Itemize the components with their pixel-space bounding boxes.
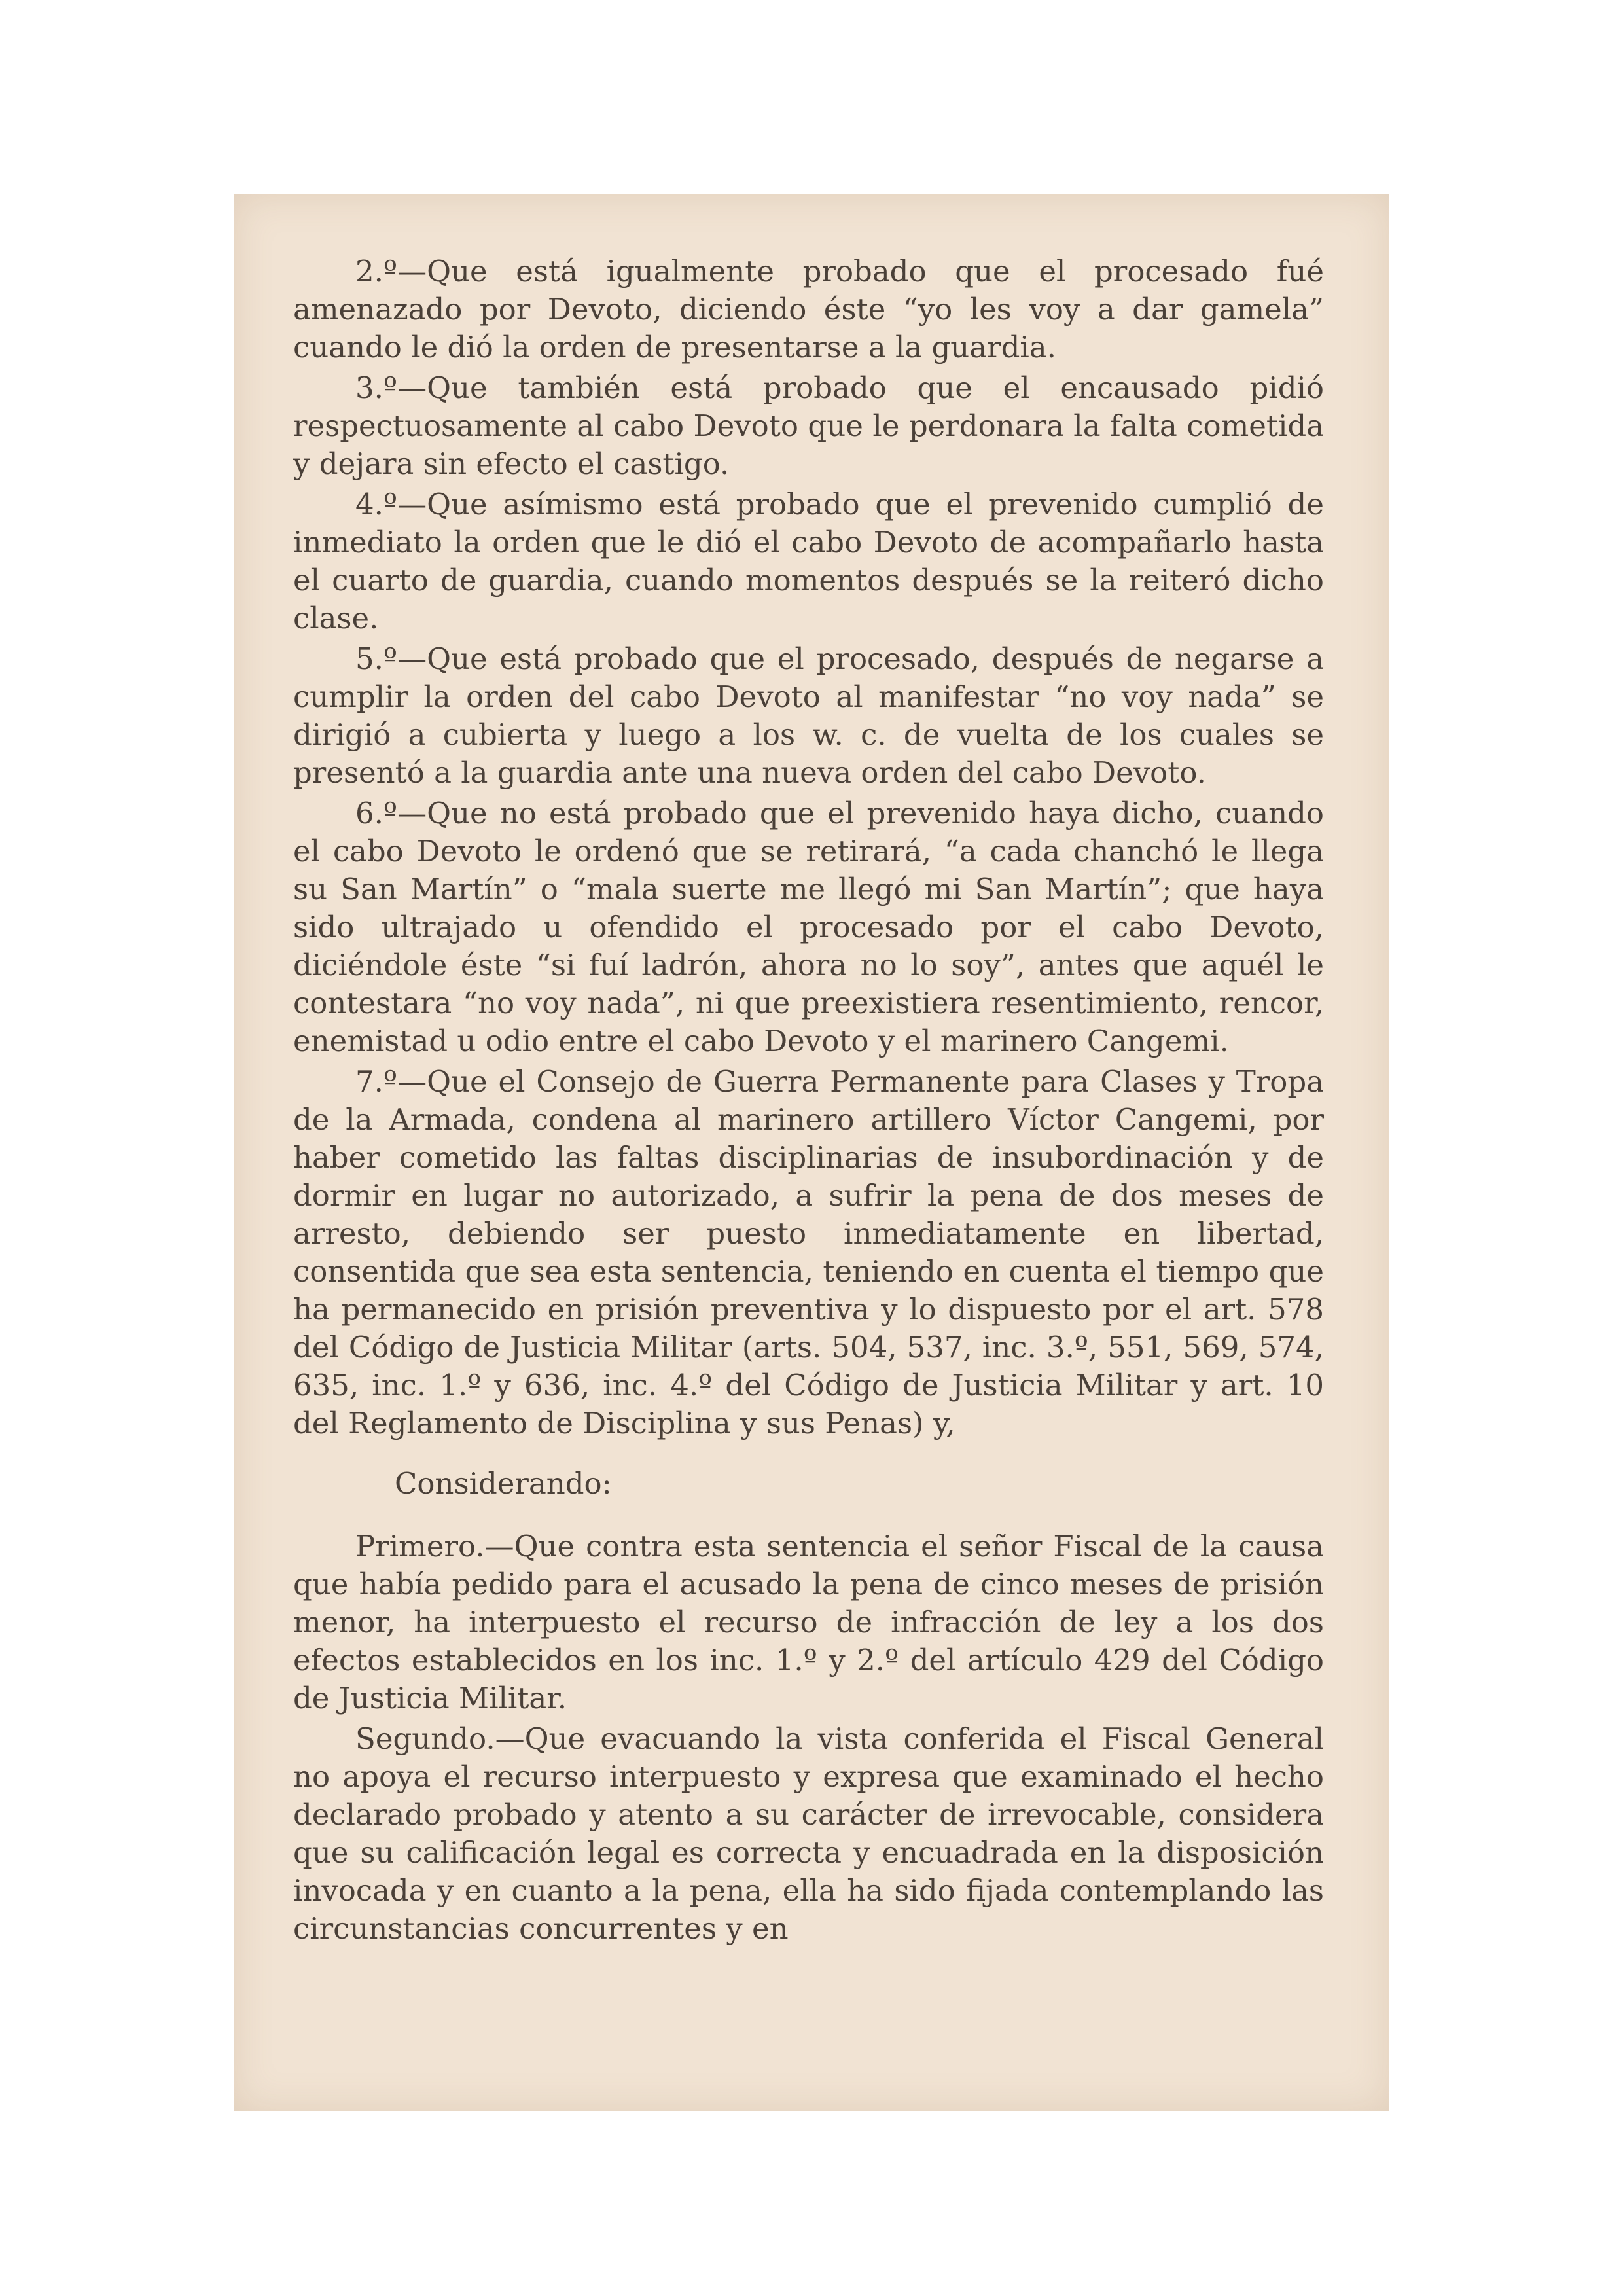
page-text [293,253,1324,1950]
paragraph-6: 6.º—Que no está probado que el prevenido haya dicho, cuando el cabo Devoto le ordenó que se retirará, “a cada chanchó le llega su San Martín” o “mala suerte me llegó mi San Martín”; que haya sido ultrajado u ofendido el procesado por el cabo Devoto, diciéndole éste “si fuí ladrón, ahora no lo soy”, antes que aquél le contestara “no voy nada”, ni que preexistiera resentimiento, rencor, enemistad u odio entre el cabo Devoto y el marinero Cangemi. [293,796,1324,1058]
scanned-page [234,194,1389,2111]
considerando-segundo: Segundo.—Que evacuando la vista conferida el Fiscal General no apoya el recurso interpuesto y expresa que examinado el hecho declarado probado y atento a su carácter de irrevocable, considera que su calificación legal es correcta y encuadrada en la disposición invocada y en cuanto a la pena, ella ha sido fijada contemplando las circunstancias concurrentes y en [293,1721,1324,1946]
paragraph-3: 3.º—Que también está probado que el encausado pidió respectuosamente al cabo Devoto que le perdonara la falta cometida y dejara sin efecto el castigo. [293,370,1324,481]
paragraph-4: 4.º—Que asímismo está probado que el prevenido cumplió de inmediato la orden que le dió el cabo Devoto de acompañarlo hasta el cuarto de guardia, cuando momentos después se la reiteró dicho clase. [293,487,1324,636]
paragraph-5: 5.º—Que está probado que el procesado, después de negarse a cumplir la orden del cabo Devoto al manifestar “no voy nada” se dirigió a cubierta y luego a los w. c. de vuelta de los cuales se presentó a la guardia ante una nueva orden del cabo Devoto. [293,641,1324,790]
paragraph-7: 7.º—Que el Consejo de Guerra Permanente para Clases y Tropa de la Armada, condena al marinero artillero Víctor Cangemi, por haber cometido las faltas disciplinarias de insubordinación y de dormir en lugar no autorizado, a sufrir la pena de dos meses de arresto, debiendo ser puesto inmediatamente en libertad, consentida que sea esta sentencia, teniendo en cuenta el tiempo que ha permanecido en prisión preventiva y lo dispuesto por el art. 578 del Código de Justicia Militar (arts. 504, 537, inc. 3.º, 551, 569, 574, 635, inc. 1.º y 636, inc. 4.º del Código de Justicia Militar y art. 10 del Reglamento de Disciplina y sus Penas) y, [293,1064,1324,1441]
considerando-heading: Considerando: [395,1466,612,1501]
paragraph-2: 2.º—Que está igualmente probado que el procesado fué amenazado por Devoto, diciendo éste “yo les voy a dar gamela” cuando le dió la orden de presentarse a la guardia. [293,254,1324,365]
considerando-primero: Primero.—Que contra esta sentencia el señor Fiscal de la causa que había pedido para el acusado la pena de cinco meses de prisión menor, ha interpuesto el recurso de infracción de ley a los dos efectos establecidos en los inc. 1.º y 2.º del artículo 429 del Código de Justicia Militar. [293,1529,1324,1715]
